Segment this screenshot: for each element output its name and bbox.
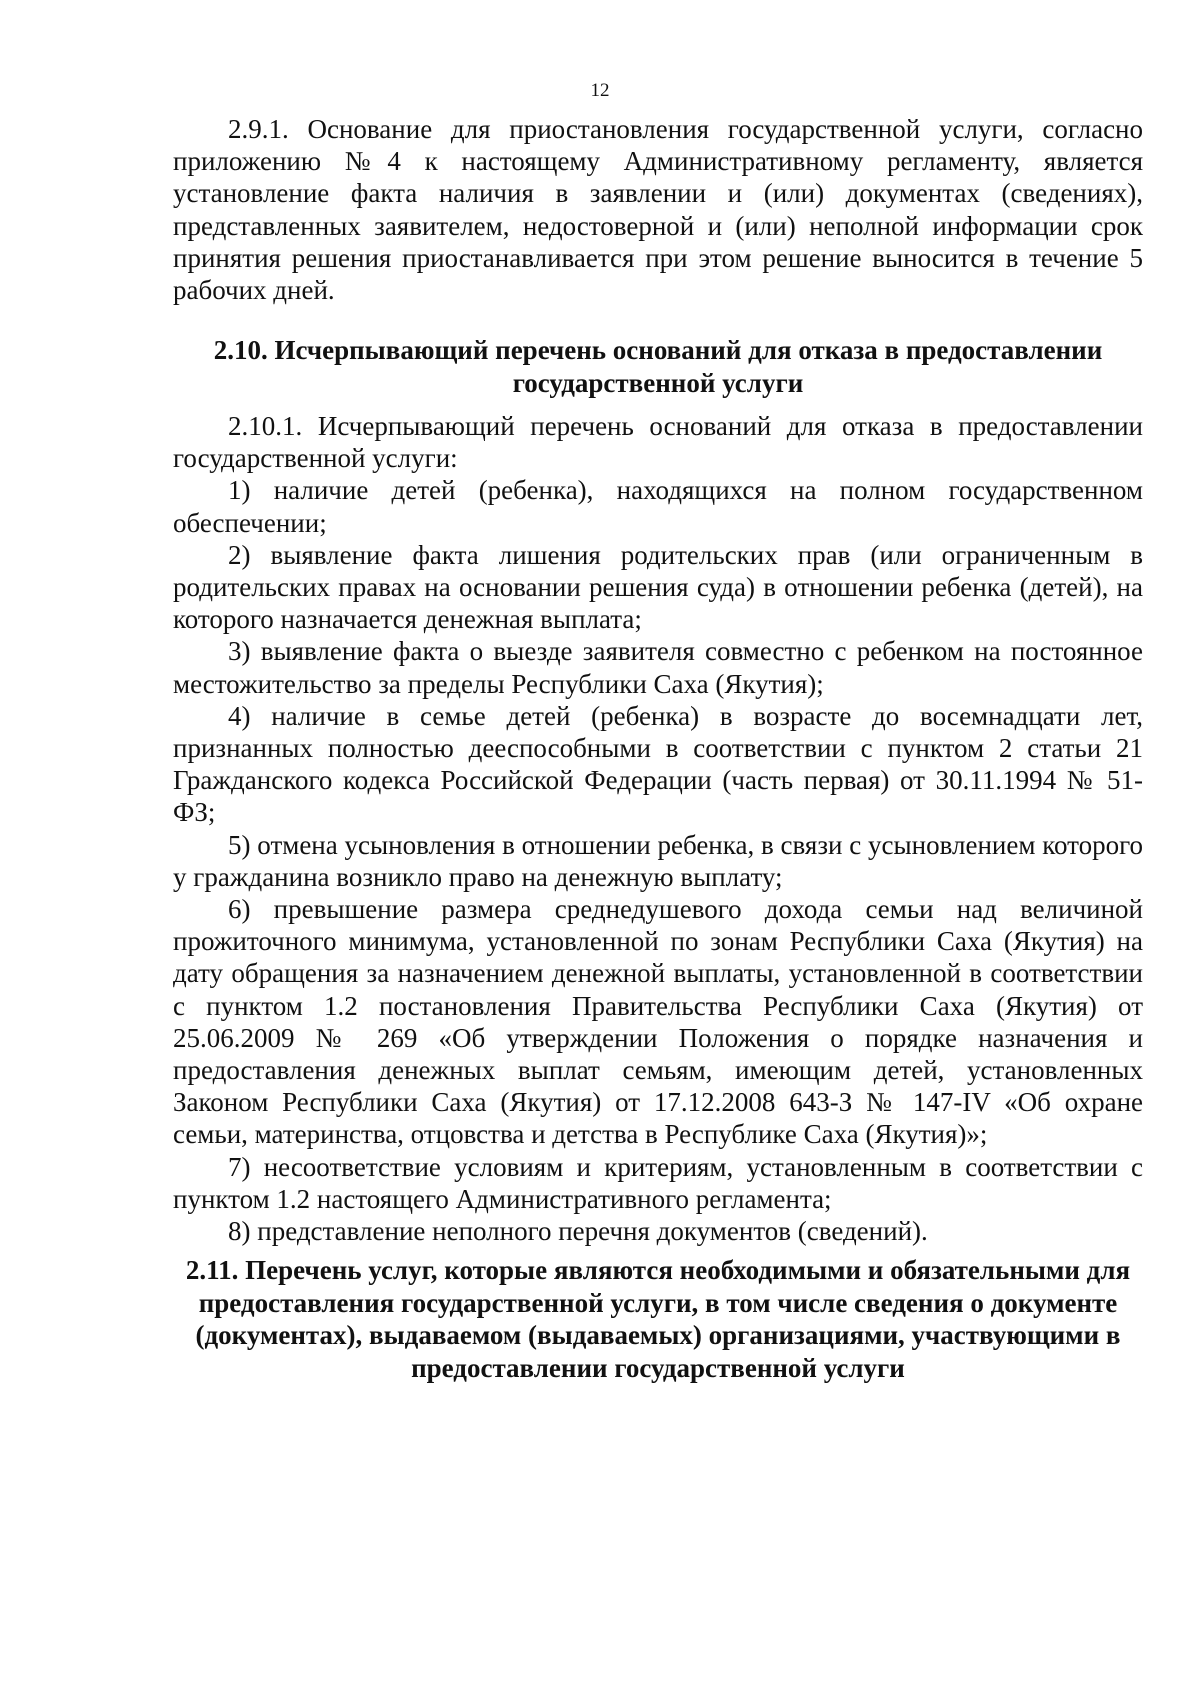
list-item: 7) несоответствие условиям и критериям, установленным в соответствии с пунктом 1.2 настоящего Административного регламента; bbox=[173, 1151, 1143, 1214]
list-item: 6) превышение размера среднедушевого дохода семьи над величиной прожиточного минимума, установленной по зонам Республики Саха (Якутия) на дату обращения за назначением денежной выплаты, установленной в соответствии с пунктом 1.2 постановления Правительства Республики Саха (Якутия) от 25.06.2009 № 269 «Об утверждении Положения о порядке назначения и предоставления денежных выплат семьям, имеющим детей, установленных Законом Республики Саха (Якутия) от 17.12.2008 643-З № 147-IV «Об охране семьи, материнства, отцовства и детства в Республике Саха (Якутия)»; bbox=[173, 894, 1143, 1150]
section-2-10 bbox=[173, 334, 1143, 1247]
section-2-10-heading: 2.10. Исчерпывающий перечень оснований для отказа в предоставлении государственной услуги bbox=[213, 335, 1103, 398]
list-item: 8) представление неполного перечня документов (сведений). bbox=[228, 1216, 928, 1247]
section-2-11-heading: 2.11. Перечень услуг, которые являются необходимыми и обязательными для предоставления государственной услуги, в том числе сведения о документе (документах), выдаваемом (выдаваемых) организациями, участвующими в предоставлении государственной услуги bbox=[185, 1255, 1131, 1383]
list-item: 4) наличие в семье детей (ребенка) в возрасте до восемнадцати лет, признанных полностью дееспособными в соответствии с пунктом 2 статьи 21 Гражданского кодекса Российской Федерации (часть первая) от 30.11.1994 № 51-ФЗ; bbox=[173, 700, 1143, 828]
section-2-10-intro: 2.10.1. Исчерпывающий перечень оснований для отказа в предоставлении государственной услуги: bbox=[173, 411, 1143, 474]
paragraph-2-9-1-block bbox=[173, 113, 1143, 306]
page-number: 12 bbox=[590, 80, 610, 101]
section-2-11 bbox=[173, 1254, 1143, 1384]
list-item: 5) отмена усыновления в отношении ребенка, в связи с усыновлением которого у гражданина возникло право на денежную выплату; bbox=[173, 829, 1143, 892]
list-item: 2) выявление факта лишения родительских прав (или ограниченным в родительских правах на основании решения суда) в отношении ребенка (детей), на которого назначается денежная выплата; bbox=[173, 539, 1143, 635]
list-item: 1) наличие детей (ребенка), находящихся на полном государственном обеспечении; bbox=[173, 475, 1143, 538]
paragraph-2-9-1: 2.9.1. Основание для приостановления государственной услуги, согласно приложению №4 к настоящему Административному регламенту, является установление факта наличия в заявлении и (или) документах (сведениях), представленных заявителем, недостоверной и (или) неполной информации срок принятия решения приостанавливается при этом решение выносится в течение 5 рабочих дней. bbox=[173, 114, 1143, 306]
list-item: 3) выявление факта о выезде заявителя совместно с ребенком на постоянное местожительство за пределы Республики Саха (Якутия); bbox=[173, 636, 1143, 699]
